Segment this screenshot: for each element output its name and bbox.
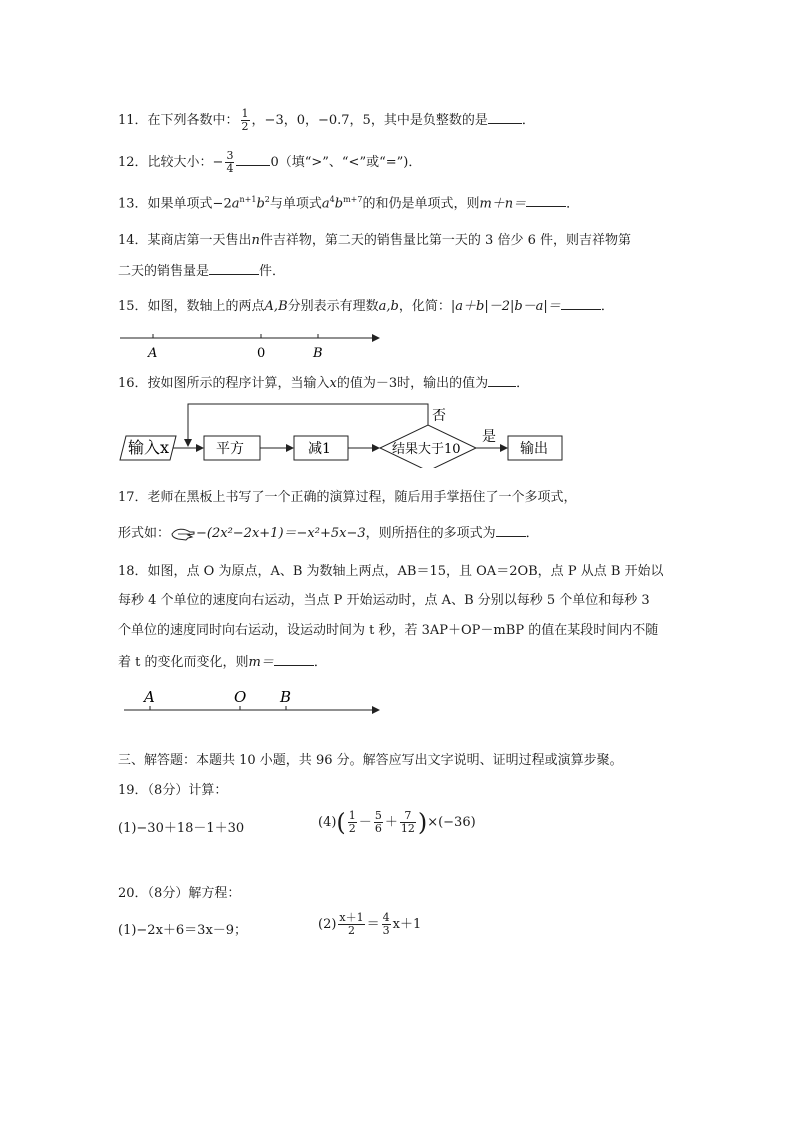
fraction-three-quarters: $\frac{3}{4}$ xyxy=(226,149,234,175)
yes-label: 是 xyxy=(482,429,496,445)
label-b: B xyxy=(280,688,292,706)
answer-blank[interactable] xyxy=(236,152,270,166)
question-18-line-3: 个单位的速度同时向右运动，设运动时间为 t 秒，若 3AP＋OP－mBP 的值在某段时间内不随 xyxy=(118,623,659,638)
question-18-line-1: 18．如图，点 O 为原点，A、B 为数轴上两点，AB＝15，且 OA＝2OB，点 P 从点 B 开始以 xyxy=(118,564,664,579)
question-20-part-2: (2) $\frac{x+1}{2}$ ＝ $\frac{4}{3}$ x＋1 xyxy=(318,911,422,937)
square-label: 平方 xyxy=(216,441,244,457)
label-a: A xyxy=(148,346,158,361)
input-label: 输入x xyxy=(128,438,170,457)
question-17-line-2: 形式如： −(2x²−2x+1)＝−x²+5x−3，则所捂住的多项式为 ． xyxy=(118,523,539,543)
label-b: B xyxy=(313,346,323,361)
no-label: 否 xyxy=(432,408,446,424)
answer-blank[interactable] xyxy=(274,652,314,666)
question-19-part-1: (1)−30＋18－1＋30 xyxy=(118,821,245,836)
question-14-line-1: 14．某商店第一天售出n件吉祥物，第二天的销售量比第一天的 3 倍少 6 件，则吉祥物第 xyxy=(118,233,631,248)
question-17-line-1: 17．老师在黑板上书写了一个正确的演算过程，随后用手掌捂住了一个多项式， xyxy=(118,490,577,505)
number-line-18 xyxy=(118,686,388,720)
hand-icon xyxy=(170,526,196,542)
flowchart-16 xyxy=(118,398,568,468)
question-14-line-2: 二天的销售量是 件． xyxy=(118,261,285,281)
question-20-title: 20．（8分）解方程： xyxy=(118,886,241,901)
q11-text: 11．在下列各数中： xyxy=(118,113,239,128)
question-18-line-2: 每秒 4 个单位的速度向右运动，当点 P 开始运动时，点 A、B 分别以每秒 5 个单位和每秒 3 xyxy=(118,593,650,608)
section-3-heading: 三、解答题：本题共 10 小题，共 96 分。解答应写出文字说明、证明过程或演算步聚。 xyxy=(118,753,623,768)
question-18-line-4: 着 t 的变化而变化，则m＝ ． xyxy=(118,652,327,672)
q12-text: 12．比较大小： xyxy=(118,155,213,170)
answer-blank[interactable] xyxy=(488,110,522,124)
question-13: 13．如果单项式$-2a^{n+1}b^2$与单项式$a^4b^{m+7}$的和仍是单项式，则m＋n＝ ． xyxy=(118,195,580,212)
number-line-15 xyxy=(118,328,388,364)
question-15: 15．如图，数轴上的两点A,B分别表示有理数a,b，化简：|a＋b|－2|b－a|＝ ． xyxy=(118,296,614,316)
fraction-one-half: $\frac{1}{2}$ xyxy=(241,107,249,133)
decision-label: 结果大于10 xyxy=(392,442,461,457)
answer-blank[interactable] xyxy=(496,523,526,537)
question-19-title: 19．（8分）计算： xyxy=(118,783,228,798)
answer-blank[interactable] xyxy=(488,373,516,387)
output-label: 输出 xyxy=(520,441,548,457)
label-o: O xyxy=(234,688,247,706)
answer-blank[interactable] xyxy=(526,193,566,207)
minus-one-label: 减1 xyxy=(308,441,331,457)
q12-instructions: 0（填“>”、“<”或“=”)． xyxy=(270,155,422,170)
question-11: 11．在下列各数中： $\frac{1}{2}$ ，−3，0，−0.7，5，其中是负整数的是 ． xyxy=(118,107,535,133)
question-16: 16．按如图所示的程序计算，当输入x的值为－3时，输出的值为 ． xyxy=(118,373,529,393)
label-a: A xyxy=(144,688,155,706)
answer-blank[interactable] xyxy=(209,261,259,275)
question-12: 12．比较大小：− $\frac{3}{4}$ 0（填“>”、“<”或“=”)． xyxy=(118,149,422,175)
q11-numbers: ，−3，0，−0.7，5，其中是负整数的是 xyxy=(251,113,488,128)
label-zero: 0 xyxy=(257,346,266,361)
question-20-part-1: (1)−2x＋6＝3x－9； xyxy=(118,923,248,938)
answer-blank[interactable] xyxy=(561,296,601,310)
question-19-part-4: (4)( $\frac{1}{2}$ － $\frac{5}{6}$ ＋ $\frac{7}{12}$ )×(−36) xyxy=(318,808,476,837)
